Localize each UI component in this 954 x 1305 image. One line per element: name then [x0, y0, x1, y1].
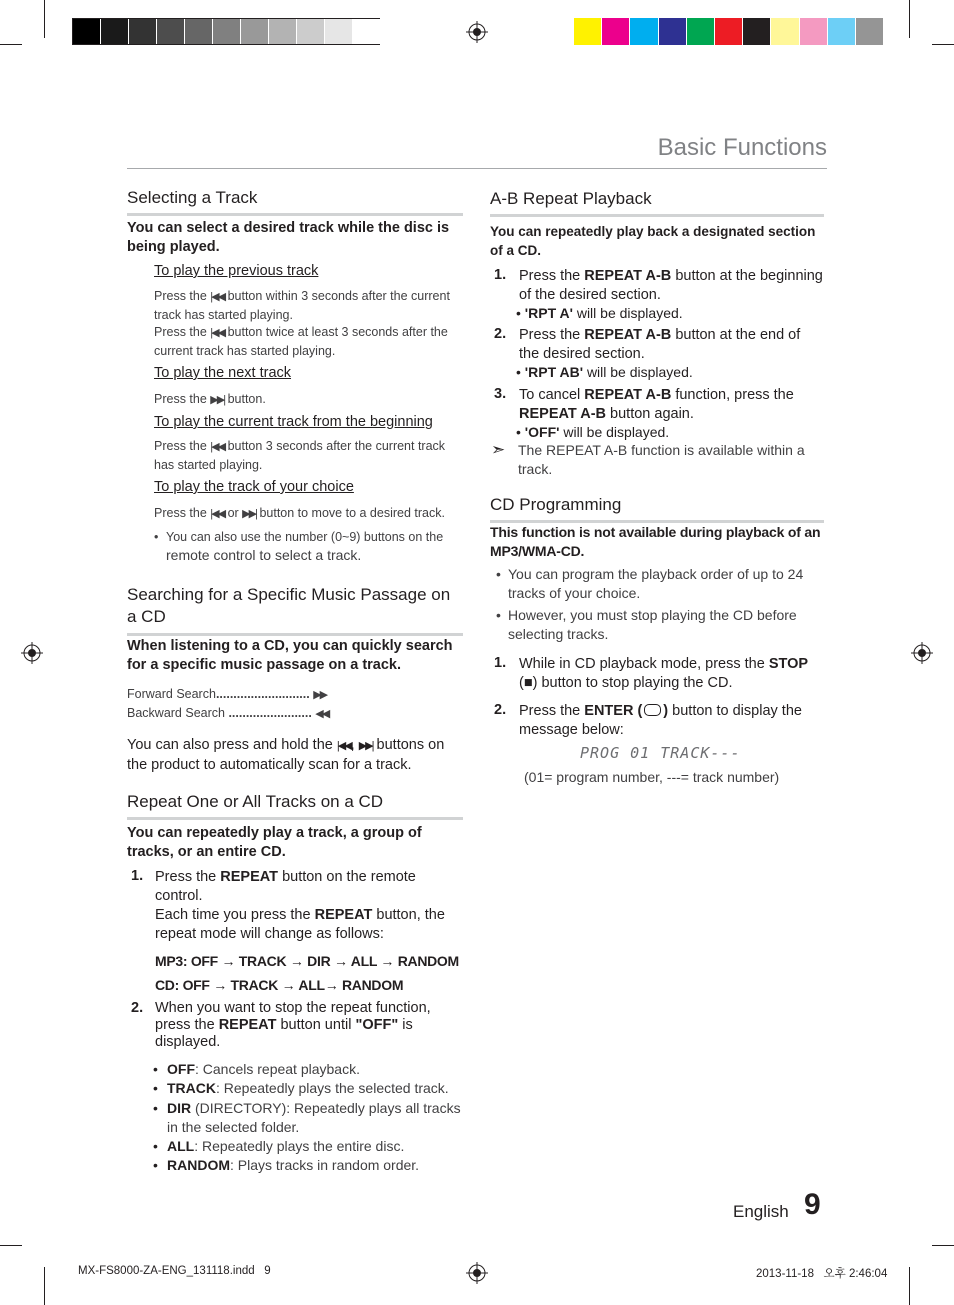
- skip-forward-icon: ▶▶|: [242, 508, 256, 520]
- bullet: •: [153, 1061, 158, 1077]
- section-title-ab-repeat: A-B Repeat Playback: [490, 189, 824, 217]
- section-title-searching: Searching for a Specific Music Passage on a CD: [127, 584, 463, 636]
- step-number: 2.: [494, 326, 507, 342]
- step-number: 3.: [494, 386, 507, 402]
- color-swatch: [602, 18, 630, 45]
- skip-back-icon: |◀◀: [210, 508, 225, 520]
- ab-repeat-lead: You can repeatedly play back a designated section of a CD.: [490, 224, 816, 258]
- registration-mark-icon: [466, 21, 488, 43]
- color-swatch: [687, 18, 715, 45]
- choice-track-heading: To play the track of your choice: [154, 479, 354, 495]
- repeat-mode-key: OFF: [167, 1061, 195, 1077]
- lcd-display-message: PROG 01 TRACK---: [580, 744, 741, 762]
- repeat-mode-item: [152, 1137, 467, 1156]
- prev-track-text-2: Press the |◀◀ button twice at least 3 seconds after the current track has started playing.: [154, 325, 448, 358]
- section-title-repeat: Repeat One or All Tracks on a CD: [127, 792, 463, 820]
- step-number: 2.: [494, 702, 507, 718]
- gray-swatch: [213, 19, 241, 44]
- gray-swatch: [73, 19, 101, 44]
- footer-datetime: 2013-11-18 오후 2:46:04: [756, 1268, 888, 1280]
- bullet: •: [153, 1080, 158, 1097]
- searching-lead: When listening to a CD, you can quickly search for a specific music passage on a track.: [127, 638, 453, 673]
- repeat-step-2: When you want to stop the repeat function, press the REPEAT button until "OFF" is displayed.: [155, 1000, 431, 1050]
- beginning-track-heading: To play the current track from the beginning: [154, 414, 433, 430]
- registration-mark-icon: [466, 1262, 488, 1284]
- skip-back-icon: |◀◀: [210, 327, 225, 339]
- skip-back-icon: |◀◀: [336, 740, 351, 752]
- rewind-icon: ◀◀: [315, 708, 329, 720]
- step-number: 1.: [131, 868, 144, 884]
- header-rule: [127, 168, 827, 169]
- section-title-selecting-track: Selecting a Track: [127, 188, 463, 216]
- next-track-text: Press the ▶▶| button.: [154, 392, 266, 406]
- note-arrow-icon: ➣: [491, 440, 506, 459]
- repeat-mode-item: [152, 1156, 467, 1175]
- cd-programming-lead: This function is not available during playback of an MP3/WMA-CD.: [490, 524, 821, 559]
- bullet: •: [153, 1138, 158, 1155]
- color-swatch: [715, 18, 743, 45]
- color-swatch: [856, 18, 884, 45]
- beginning-track-text: Press the |◀◀ button 3 seconds after the current track has started playing.: [154, 439, 446, 472]
- step-number: 2.: [131, 1000, 144, 1016]
- gray-swatch: [101, 19, 129, 44]
- gray-swatch: [157, 19, 185, 44]
- forward-search-row: Forward Search........................... ▶▶: [127, 687, 327, 701]
- crop-mark: [909, 1267, 910, 1305]
- step-number: 1.: [494, 655, 507, 671]
- repeat-mode-desc: : Cancels repeat playback.: [195, 1061, 360, 1077]
- color-swatch: [630, 18, 658, 45]
- selecting-track-lead: You can select a desired track while the disc is being played.: [127, 220, 450, 255]
- repeat-mode-item: [152, 1060, 467, 1079]
- ab-step-3-bullet: • 'OFF' will be displayed.: [516, 424, 670, 440]
- color-calibration-strip: [574, 18, 884, 45]
- skip-forward-icon: ▶▶|: [210, 394, 225, 406]
- crop-mark: [0, 44, 22, 45]
- chapter-title: Basic Functions: [657, 134, 827, 161]
- fast-forward-icon: ▶▶: [313, 689, 327, 701]
- ab-step-2-bullet: • 'RPT AB' will be displayed.: [516, 364, 693, 380]
- skip-back-icon: |◀◀: [210, 441, 225, 453]
- gray-calibration-strip: [72, 18, 380, 45]
- choice-track-bullet: • You can also use the number (0~9) buttons on the remote control to select a track.: [154, 530, 444, 563]
- repeat-mode-desc: : Plays tracks in random order.: [230, 1157, 420, 1174]
- ab-step-2: Press the REPEAT A-B button at the end of the desired section.: [519, 327, 801, 362]
- cd-mode-sequence: CD: OFF → TRACK → ALL→ RANDOM: [155, 977, 404, 993]
- next-track-heading: To play the next track: [154, 365, 292, 381]
- repeat-step-1: Press the REPEAT button on the remote control. Each time you press the REPEAT button, the repeat mode will change as follows:: [155, 869, 445, 942]
- color-swatch: [771, 18, 799, 45]
- skip-forward-icon: ▶▶|: [358, 740, 373, 752]
- repeat-mode-item: [152, 1079, 467, 1098]
- color-swatch: [800, 18, 828, 45]
- registration-mark-icon: [21, 642, 43, 664]
- crop-mark: [932, 44, 954, 45]
- repeat-mode-desc: : Repeatedly plays the selected track.: [216, 1080, 449, 1097]
- ab-step-1-bullet: • 'RPT A' will be displayed.: [516, 305, 683, 321]
- searching-body: You can also press and hold the |◀◀, ▶▶| buttons on the product to automatically scan for a track.: [127, 737, 445, 773]
- enter-icon: [644, 704, 661, 716]
- repeat-mode-item: [152, 1099, 467, 1138]
- gray-swatch: [297, 19, 325, 44]
- footer-file-name: MX-FS8000-ZA-ENG_131118.indd 9: [78, 1265, 271, 1277]
- color-swatch: [659, 18, 687, 45]
- ab-step-1: Press the REPEAT A-B button at the beginning of the desired section.: [519, 268, 823, 303]
- mp3-mode-sequence: MP3: OFF → TRACK → DIR → ALL → RANDOM: [155, 953, 459, 969]
- gray-swatch: [185, 19, 213, 44]
- bullet: •: [153, 1157, 158, 1174]
- display-caption: (01= program number, ---= track number): [524, 769, 780, 785]
- gray-swatch: [241, 19, 269, 44]
- color-swatch: [828, 18, 856, 45]
- repeat-modes-list: [152, 1060, 467, 1176]
- repeat-mode-key: ALL: [167, 1138, 195, 1155]
- ab-step-3: To cancel REPEAT A-B function, press the REPEAT A-B button again.: [519, 387, 794, 422]
- color-swatch: [743, 18, 771, 45]
- gray-swatch: [269, 19, 297, 44]
- crop-mark: [932, 1245, 954, 1246]
- repeat-mode-desc: : Repeatedly plays the entire disc.: [194, 1138, 405, 1155]
- page-number: 9: [804, 1188, 821, 1221]
- choice-track-text: Press the |◀◀ or ▶▶| button to move to a desired track.: [154, 506, 445, 520]
- bullet: •: [153, 1099, 158, 1116]
- gray-swatch: [325, 19, 353, 44]
- section-title-cd-programming: CD Programming: [490, 495, 824, 523]
- step-number: 1.: [494, 267, 507, 283]
- repeat-mode-key: RANDOM: [167, 1157, 230, 1174]
- repeat-mode-desc: (DIRECTORY): Repeatedly plays all tracks in the selected folder.: [167, 1099, 461, 1135]
- crop-mark: [0, 1245, 22, 1246]
- page-language: English: [733, 1202, 789, 1221]
- repeat-lead: You can repeatedly play a track, a group of tracks, or an entire CD.: [127, 825, 422, 860]
- gray-swatch: [129, 19, 157, 44]
- skip-back-icon: |◀◀: [210, 291, 225, 303]
- cd-prog-step-2: Press the ENTER ( ) button to display the message below:: [519, 703, 802, 738]
- prev-track-heading: To play the previous track: [154, 263, 319, 279]
- backward-search-row: Backward Search ........................ ◀◀: [127, 706, 329, 720]
- repeat-mode-key: DIR: [167, 1099, 192, 1116]
- repeat-mode-key: TRACK: [167, 1080, 216, 1097]
- cd-prog-step-1: While in CD playback mode, press the STOP (■) button to stop playing the CD.: [519, 656, 809, 691]
- crop-mark: [909, 0, 910, 38]
- cd-programming-bullet-1: • You can program the playback order of up to 24 tracks of your choice.: [496, 566, 804, 601]
- ab-note: The REPEAT A-B function is available within a track.: [518, 442, 805, 477]
- crop-mark: [44, 1267, 45, 1305]
- prev-track-text-1: Press the |◀◀ button within 3 seconds after the current track has started playing.: [154, 289, 450, 322]
- crop-mark: [44, 0, 45, 38]
- registration-mark-icon: [911, 642, 933, 664]
- cd-programming-bullet-2: • However, you must stop playing the CD before selecting tracks.: [496, 607, 797, 642]
- color-swatch: [574, 18, 602, 45]
- gray-swatch: [353, 19, 381, 44]
